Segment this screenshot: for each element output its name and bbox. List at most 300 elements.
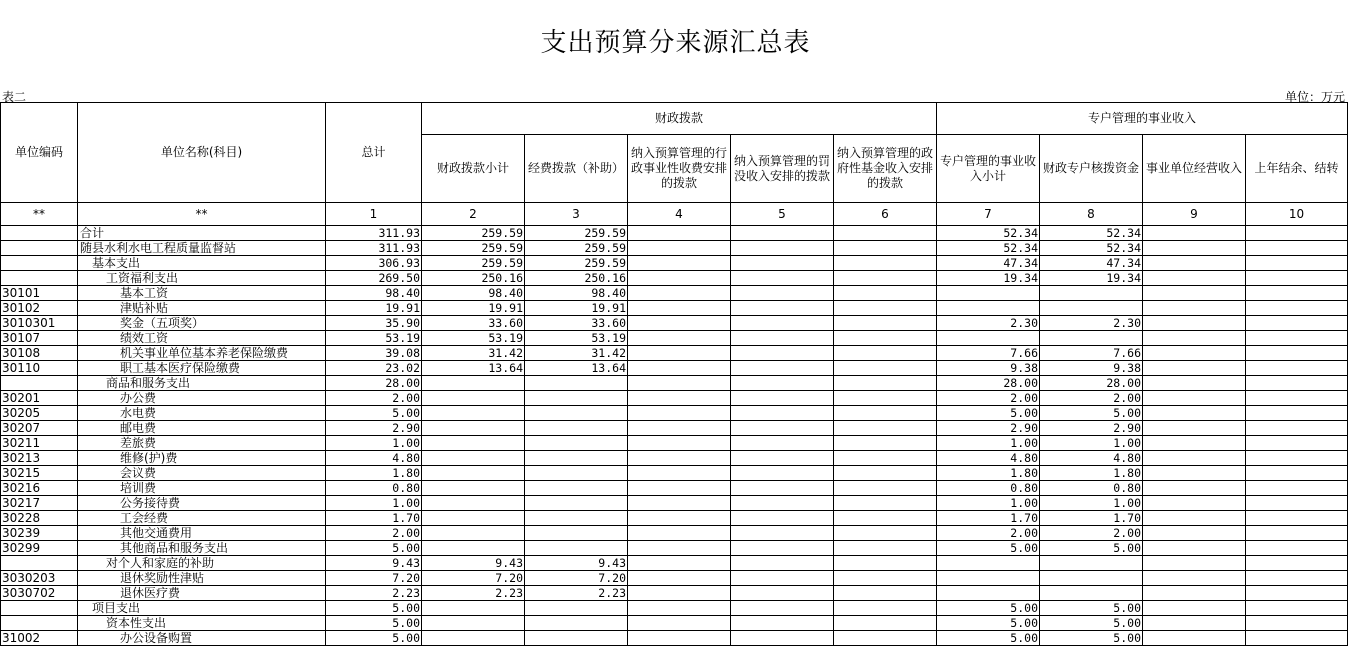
cell-c9	[1143, 526, 1246, 541]
cell-c3	[525, 466, 628, 481]
cell-c9	[1143, 346, 1246, 361]
cell-c9	[1143, 421, 1246, 436]
table-row	[1, 271, 1348, 286]
cell-c4	[628, 571, 731, 586]
cell-c5	[731, 286, 834, 301]
budget-table	[0, 102, 1348, 646]
cell-c7	[937, 331, 1040, 346]
cell-c6	[834, 511, 937, 526]
cell-name: 退休奖励性津贴	[78, 571, 326, 586]
cell-c7: 5.00	[937, 601, 1040, 616]
cell-total: 39.08	[326, 346, 422, 361]
cell-c5	[731, 616, 834, 631]
cell-c3	[525, 526, 628, 541]
cell-c3	[525, 421, 628, 436]
cell-code: 30207	[1, 421, 78, 436]
cell-c6	[834, 601, 937, 616]
cell-c5	[731, 376, 834, 391]
cell-c5	[731, 361, 834, 376]
cell-total: 98.40	[326, 286, 422, 301]
table-row	[1, 496, 1348, 511]
cell-c7: 52.34	[937, 241, 1040, 256]
table-row	[1, 586, 1348, 601]
cell-c2: 259.59	[422, 256, 525, 271]
cell-name: 办公设备购置	[78, 631, 326, 646]
cell-c3	[525, 391, 628, 406]
cell-c8: 52.34	[1040, 226, 1143, 241]
table-row	[1, 511, 1348, 526]
cell-name: 津贴补贴	[78, 301, 326, 316]
cell-code: 30211	[1, 436, 78, 451]
cell-c9	[1143, 376, 1246, 391]
cell-code: 30205	[1, 406, 78, 421]
cell-c7: 5.00	[937, 616, 1040, 631]
cell-name: 工会经费	[78, 511, 326, 526]
cell-c3	[525, 481, 628, 496]
cell-c5	[731, 346, 834, 361]
cell-c9	[1143, 541, 1246, 556]
cell-name: 公务接待费	[78, 496, 326, 511]
cell-c5	[731, 601, 834, 616]
cell-total: 53.19	[326, 331, 422, 346]
cell-c8: 5.00	[1040, 616, 1143, 631]
col-number: **	[78, 203, 326, 226]
cell-c2: 7.20	[422, 571, 525, 586]
table-row	[1, 436, 1348, 451]
cell-c7: 9.38	[937, 361, 1040, 376]
col-number: 4	[628, 203, 731, 226]
cell-c3	[525, 376, 628, 391]
cell-c8: 4.80	[1040, 451, 1143, 466]
cell-c4	[628, 226, 731, 241]
table-row	[1, 256, 1348, 271]
cell-c2	[422, 526, 525, 541]
table-row	[1, 466, 1348, 481]
cell-c3: 19.91	[525, 301, 628, 316]
cell-c3: 7.20	[525, 571, 628, 586]
cell-c2	[422, 496, 525, 511]
cell-total: 5.00	[326, 406, 422, 421]
cell-c8	[1040, 331, 1143, 346]
cell-total: 1.80	[326, 466, 422, 481]
cell-c9	[1143, 391, 1246, 406]
cell-code: 30216	[1, 481, 78, 496]
header-c7: 专户管理的事业收入小计	[937, 135, 1040, 203]
cell-c10	[1246, 331, 1348, 346]
cell-code: 30215	[1, 466, 78, 481]
cell-c5	[731, 301, 834, 316]
cell-c10	[1246, 556, 1348, 571]
cell-name: 随县水利水电工程质量监督站	[78, 241, 326, 256]
cell-total: 269.50	[326, 271, 422, 286]
col-number: 2	[422, 203, 525, 226]
cell-c2: 259.59	[422, 226, 525, 241]
cell-c10	[1246, 481, 1348, 496]
cell-c9	[1143, 586, 1246, 601]
cell-c5	[731, 316, 834, 331]
cell-c4	[628, 406, 731, 421]
cell-c9	[1143, 226, 1246, 241]
cell-c7: 4.80	[937, 451, 1040, 466]
cell-total: 311.93	[326, 226, 422, 241]
cell-c5	[731, 256, 834, 271]
cell-c10	[1246, 601, 1348, 616]
header-name: 单位名称(科目)	[78, 103, 326, 203]
cell-c5	[731, 511, 834, 526]
cell-c2: 33.60	[422, 316, 525, 331]
cell-total: 306.93	[326, 256, 422, 271]
cell-c3	[525, 406, 628, 421]
cell-c2: 13.64	[422, 361, 525, 376]
cell-code: 30213	[1, 451, 78, 466]
cell-c9	[1143, 631, 1246, 646]
cell-c9	[1143, 316, 1246, 331]
cell-name: 对个人和家庭的补助	[78, 556, 326, 571]
cell-c7: 5.00	[937, 541, 1040, 556]
cell-name: 职工基本医疗保险缴费	[78, 361, 326, 376]
cell-code	[1, 256, 78, 271]
cell-c6	[834, 316, 937, 331]
cell-c2	[422, 631, 525, 646]
column-number-row	[1, 203, 1348, 226]
cell-total: 23.02	[326, 361, 422, 376]
cell-c2	[422, 601, 525, 616]
cell-total: 311.93	[326, 241, 422, 256]
cell-c8	[1040, 301, 1143, 316]
cell-c8: 2.90	[1040, 421, 1143, 436]
cell-c2	[422, 541, 525, 556]
col-number: 7	[937, 203, 1040, 226]
cell-c3	[525, 616, 628, 631]
cell-c6	[834, 256, 937, 271]
cell-code: 3030702	[1, 586, 78, 601]
cell-c9	[1143, 301, 1246, 316]
cell-c8: 2.00	[1040, 391, 1143, 406]
cell-c5	[731, 331, 834, 346]
cell-c3: 31.42	[525, 346, 628, 361]
cell-total: 2.90	[326, 421, 422, 436]
cell-c9	[1143, 241, 1246, 256]
cell-name: 项目支出	[78, 601, 326, 616]
cell-c2: 2.23	[422, 586, 525, 601]
cell-c6	[834, 226, 937, 241]
col-number: 10	[1246, 203, 1348, 226]
cell-c4	[628, 316, 731, 331]
cell-total: 2.23	[326, 586, 422, 601]
cell-c4	[628, 271, 731, 286]
cell-c7: 7.66	[937, 346, 1040, 361]
cell-c4	[628, 451, 731, 466]
cell-name: 其他商品和服务支出	[78, 541, 326, 556]
cell-total: 5.00	[326, 616, 422, 631]
cell-code: 30102	[1, 301, 78, 316]
cell-name: 退休医疗费	[78, 586, 326, 601]
table-row	[1, 346, 1348, 361]
cell-c4	[628, 331, 731, 346]
cell-c4	[628, 256, 731, 271]
cell-c8	[1040, 286, 1143, 301]
cell-c8: 5.00	[1040, 541, 1143, 556]
cell-c7: 1.00	[937, 436, 1040, 451]
cell-c9	[1143, 466, 1246, 481]
cell-code: 30101	[1, 286, 78, 301]
unit-label: 单位：万元	[1284, 90, 1345, 104]
cell-c7	[937, 571, 1040, 586]
cell-c8: 0.80	[1040, 481, 1143, 496]
cell-c10	[1246, 256, 1348, 271]
cell-c5	[731, 556, 834, 571]
cell-c10	[1246, 451, 1348, 466]
table-row	[1, 316, 1348, 331]
cell-c9	[1143, 571, 1246, 586]
cell-c10	[1246, 271, 1348, 286]
cell-code: 30201	[1, 391, 78, 406]
cell-c6	[834, 241, 937, 256]
cell-name: 合计	[78, 226, 326, 241]
cell-c8: 9.38	[1040, 361, 1143, 376]
cell-code	[1, 556, 78, 571]
table-row	[1, 481, 1348, 496]
table-row	[1, 406, 1348, 421]
cell-c7: 2.90	[937, 421, 1040, 436]
header-c9: 事业单位经营收入	[1143, 135, 1246, 203]
cell-c9	[1143, 271, 1246, 286]
col-number: **	[1, 203, 78, 226]
cell-code	[1, 601, 78, 616]
table-row	[1, 571, 1348, 586]
cell-c3: 2.23	[525, 586, 628, 601]
cell-c10	[1246, 241, 1348, 256]
cell-code: 30228	[1, 511, 78, 526]
header-group-fiscal: 财政拨款	[422, 103, 937, 135]
cell-c4	[628, 376, 731, 391]
table-row	[1, 556, 1348, 571]
cell-name: 办公费	[78, 391, 326, 406]
cell-c9	[1143, 496, 1246, 511]
cell-c8: 47.34	[1040, 256, 1143, 271]
cell-c10	[1246, 376, 1348, 391]
cell-c9	[1143, 331, 1246, 346]
cell-c2	[422, 511, 525, 526]
cell-c2: 98.40	[422, 286, 525, 301]
header-c4: 纳入预算管理的行政事业性收费安排的拨款	[628, 135, 731, 203]
cell-name: 基本工资	[78, 286, 326, 301]
cell-c7	[937, 586, 1040, 601]
cell-c2	[422, 421, 525, 436]
cell-c5	[731, 466, 834, 481]
cell-c7: 52.34	[937, 226, 1040, 241]
cell-code	[1, 271, 78, 286]
cell-c3: 33.60	[525, 316, 628, 331]
cell-code: 30239	[1, 526, 78, 541]
cell-code: 3030203	[1, 571, 78, 586]
cell-c6	[834, 331, 937, 346]
cell-c6	[834, 301, 937, 316]
cell-c6	[834, 526, 937, 541]
cell-c5	[731, 271, 834, 286]
col-number: 8	[1040, 203, 1143, 226]
cell-c7	[937, 301, 1040, 316]
cell-c10	[1246, 301, 1348, 316]
cell-c7: 1.80	[937, 466, 1040, 481]
header-c3: 经费拨款（补助）	[525, 135, 628, 203]
cell-c10	[1246, 361, 1348, 376]
cell-c5	[731, 631, 834, 646]
cell-c9	[1143, 286, 1246, 301]
cell-name: 资本性支出	[78, 616, 326, 631]
cell-code: 3010301	[1, 316, 78, 331]
table-row	[1, 226, 1348, 241]
cell-c5	[731, 526, 834, 541]
cell-c8: 19.34	[1040, 271, 1143, 286]
cell-c2	[422, 391, 525, 406]
cell-c10	[1246, 526, 1348, 541]
cell-c7: 1.70	[937, 511, 1040, 526]
cell-total: 1.70	[326, 511, 422, 526]
cell-c4	[628, 541, 731, 556]
cell-c3	[525, 511, 628, 526]
cell-c6	[834, 586, 937, 601]
cell-c10	[1246, 391, 1348, 406]
cell-c8: 7.66	[1040, 346, 1143, 361]
cell-c2: 250.16	[422, 271, 525, 286]
cell-name: 其他交通费用	[78, 526, 326, 541]
cell-c6	[834, 346, 937, 361]
cell-c4	[628, 511, 731, 526]
cell-c7: 28.00	[937, 376, 1040, 391]
cell-c7: 2.30	[937, 316, 1040, 331]
cell-c9	[1143, 406, 1246, 421]
cell-c6	[834, 481, 937, 496]
cell-name: 工资福利支出	[78, 271, 326, 286]
cell-total: 28.00	[326, 376, 422, 391]
cell-c4	[628, 526, 731, 541]
cell-code	[1, 226, 78, 241]
cell-c8: 1.00	[1040, 436, 1143, 451]
cell-c6	[834, 286, 937, 301]
table-label: 表二	[2, 90, 27, 104]
cell-total: 5.00	[326, 631, 422, 646]
cell-c10	[1246, 346, 1348, 361]
cell-c8: 1.00	[1040, 496, 1143, 511]
cell-code: 30110	[1, 361, 78, 376]
cell-c4	[628, 586, 731, 601]
cell-code: 30299	[1, 541, 78, 556]
cell-total: 1.00	[326, 436, 422, 451]
col-number: 5	[731, 203, 834, 226]
cell-c7: 5.00	[937, 631, 1040, 646]
cell-c10	[1246, 226, 1348, 241]
table-row	[1, 241, 1348, 256]
cell-c4	[628, 631, 731, 646]
cell-c6	[834, 391, 937, 406]
cell-name: 基本支出	[78, 256, 326, 271]
cell-total: 4.80	[326, 451, 422, 466]
cell-name: 邮电费	[78, 421, 326, 436]
cell-name: 会议费	[78, 466, 326, 481]
table-row	[1, 526, 1348, 541]
cell-c3: 13.64	[525, 361, 628, 376]
cell-name: 培训费	[78, 481, 326, 496]
col-number: 3	[525, 203, 628, 226]
header-c2: 财政拨款小计	[422, 135, 525, 203]
cell-name: 绩效工资	[78, 331, 326, 346]
cell-c2	[422, 616, 525, 631]
cell-c9	[1143, 256, 1246, 271]
cell-c5	[731, 451, 834, 466]
cell-c2	[422, 481, 525, 496]
cell-c2	[422, 376, 525, 391]
cell-c3	[525, 601, 628, 616]
cell-c3: 259.59	[525, 256, 628, 271]
cell-c10	[1246, 631, 1348, 646]
cell-name: 维修(护)费	[78, 451, 326, 466]
cell-c4	[628, 481, 731, 496]
cell-c6	[834, 541, 937, 556]
cell-c2: 259.59	[422, 241, 525, 256]
table-row	[1, 391, 1348, 406]
cell-code: 31002	[1, 631, 78, 646]
page-title: 支出预算分来源汇总表	[540, 28, 811, 58]
cell-c7: 2.00	[937, 391, 1040, 406]
cell-total: 5.00	[326, 541, 422, 556]
cell-c8	[1040, 556, 1143, 571]
cell-c6	[834, 556, 937, 571]
cell-c7: 19.34	[937, 271, 1040, 286]
cell-c3: 259.59	[525, 241, 628, 256]
cell-c5	[731, 421, 834, 436]
header-code: 单位编码	[1, 103, 78, 203]
cell-c2	[422, 466, 525, 481]
cell-c9	[1143, 436, 1246, 451]
table-row	[1, 631, 1348, 646]
cell-c9	[1143, 451, 1246, 466]
cell-c9	[1143, 361, 1246, 376]
cell-c4	[628, 346, 731, 361]
cell-c6	[834, 631, 937, 646]
cell-c3: 250.16	[525, 271, 628, 286]
cell-total: 19.91	[326, 301, 422, 316]
cell-c10	[1246, 286, 1348, 301]
cell-c5	[731, 391, 834, 406]
cell-c4	[628, 286, 731, 301]
cell-c4	[628, 601, 731, 616]
cell-code	[1, 241, 78, 256]
cell-c3	[525, 436, 628, 451]
cell-c8	[1040, 586, 1143, 601]
cell-c3	[525, 451, 628, 466]
cell-c3	[525, 496, 628, 511]
cell-c2: 9.43	[422, 556, 525, 571]
cell-c7: 5.00	[937, 406, 1040, 421]
cell-c6	[834, 571, 937, 586]
cell-c4	[628, 616, 731, 631]
cell-c10	[1246, 511, 1348, 526]
cell-c4	[628, 391, 731, 406]
table-row	[1, 286, 1348, 301]
cell-c4	[628, 556, 731, 571]
cell-c8: 1.70	[1040, 511, 1143, 526]
cell-c5	[731, 571, 834, 586]
header-group-special: 专户管理的事业收入	[937, 103, 1348, 135]
cell-name: 奖金（五项奖）	[78, 316, 326, 331]
cell-c6	[834, 271, 937, 286]
cell-c5	[731, 226, 834, 241]
cell-c6	[834, 376, 937, 391]
cell-total: 9.43	[326, 556, 422, 571]
cell-c8: 2.30	[1040, 316, 1143, 331]
table-row	[1, 451, 1348, 466]
